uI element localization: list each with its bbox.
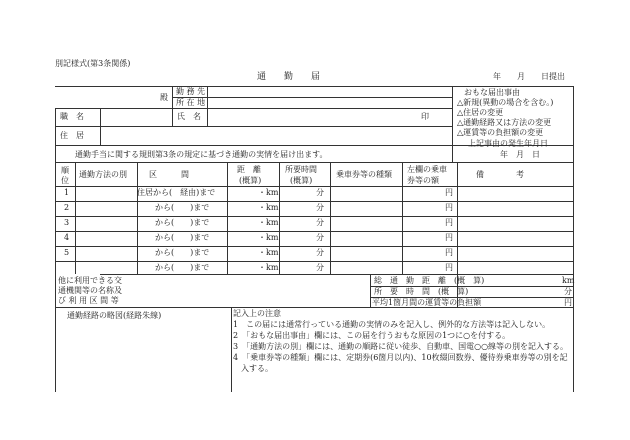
instruction-item: 3 「通勤方法の別」欄には、通勤の順路に従い徒歩、自動車、国電○○線等の別を記入する。 (233, 342, 569, 351)
row-km: ・km (258, 203, 279, 212)
occurrence-date: 年 月 日 (500, 150, 540, 159)
header-section: 区 間 (149, 170, 189, 179)
summary-time-label: 所 要 時 間 (概 算) (374, 287, 469, 296)
row-minutes: 分 (316, 248, 324, 257)
header-time: (概算) (290, 176, 313, 185)
row-section: から( )まで (155, 203, 210, 212)
addressee-suffix: 殿 (160, 93, 168, 102)
instruction-item: 2 「おもな届出事由」欄には、この届を行うおもな原因の1つに○を付する。 (233, 331, 511, 340)
row-yen: 円 (445, 203, 453, 212)
instruction-item: 入する。 (233, 364, 273, 373)
row-minutes: 分 (316, 203, 324, 212)
row-km: ・km (258, 248, 279, 257)
header-time: 所要時間 (285, 165, 317, 174)
header-distance: (概算) (239, 176, 262, 185)
other-transport-label: び 利 用 区 間 等 (58, 296, 119, 305)
row-order: 3 (64, 218, 70, 227)
row-order: 5 (64, 248, 70, 257)
route-map-label: 通勤経路の略図(経路朱線) (67, 311, 162, 320)
other-transport-label: 他に利用できる交 (58, 276, 122, 285)
row-km: ・km (258, 263, 279, 272)
row-yen: 円 (445, 233, 453, 242)
reason-item: △住居の変更 (457, 108, 504, 117)
row-order: 2 (64, 203, 70, 212)
instruction-item: 4 「乗車券等の種類」欄には、定期券(6箇月以内)、10枚綴回数券、優待券乗車券等の別を記 (233, 353, 568, 362)
address-label: 住 居 (60, 131, 84, 140)
row-section: から( )まで (155, 218, 210, 227)
summary-fare-label: 平均1箇月間の運賃等の負担額 (372, 298, 482, 307)
occurrence-label: 上記事由の発生年月日 (468, 139, 548, 148)
header-order: 位 (61, 176, 69, 185)
summary-distance-unit: km (562, 276, 575, 285)
row-minutes: 分 (316, 233, 324, 242)
row-minutes: 分 (316, 188, 324, 197)
location-label: 所 在 地 (176, 98, 206, 107)
summary-time-unit: 分 (564, 287, 572, 296)
instruction-item: 1 この届には通常行っている通勤の実情のみを記入し、例外的な方法等は記入しない。 (233, 320, 551, 329)
row-section: から( )まで (155, 233, 210, 242)
row-km: ・km (258, 218, 279, 227)
row-section: から( )まで (155, 248, 210, 257)
workplace-label: 勤 務 先 (176, 87, 206, 96)
header-fare: 券等の額 (407, 176, 439, 185)
row-yen: 円 (445, 248, 453, 257)
other-transport-label: 通機関等の名称及 (58, 286, 122, 295)
row-km: ・km (258, 188, 279, 197)
header-fare: 左欄の乗車 (407, 165, 447, 174)
submission-date: 年 月 日提出 (493, 72, 565, 81)
summary-fare-unit: 円 (564, 298, 572, 307)
header-distance: 距 離 (237, 165, 261, 174)
header-method: 通勤方法の別 (79, 170, 127, 179)
name-label: 氏 名 (177, 112, 201, 121)
row-yen: 円 (445, 263, 453, 272)
row-section: から( )まで (155, 263, 210, 272)
reason-item: △運賃等の負担額の変更 (457, 128, 544, 137)
row-minutes: 分 (316, 218, 324, 227)
row-minutes: 分 (316, 263, 324, 272)
header-remarks: 備 考 (476, 170, 524, 179)
reason-item: △通勤経路又は方法の変更 (457, 118, 552, 127)
header-ticket: 乗車券等の種類 (336, 170, 392, 179)
summary-distance-label: 総 通 勤 距 離 (概 算) (374, 276, 485, 285)
reason-item: △新規(異動の場合を含む。) (457, 98, 554, 107)
form-label: 別記様式(第3条関係) (55, 59, 131, 68)
statement: 通勤手当に関する規則第3条の規定に基づき通勤の実情を届け出ます。 (75, 150, 328, 159)
row-yen: 円 (445, 188, 453, 197)
reasons-title: おもな届出事由 (464, 88, 520, 97)
form-title: 通 勤 届 (257, 72, 321, 82)
instructions-title: 記入上の注意 (233, 309, 281, 318)
row-km: ・km (258, 233, 279, 242)
header-order: 順 (61, 166, 69, 175)
row-yen: 円 (445, 218, 453, 227)
seal-mark: 印 (421, 112, 429, 121)
row-order: 4 (64, 233, 70, 242)
row-section: 住居から( 経由)まで (137, 188, 216, 197)
job-title-label: 職 名 (60, 112, 84, 121)
row-order: 1 (64, 188, 70, 197)
